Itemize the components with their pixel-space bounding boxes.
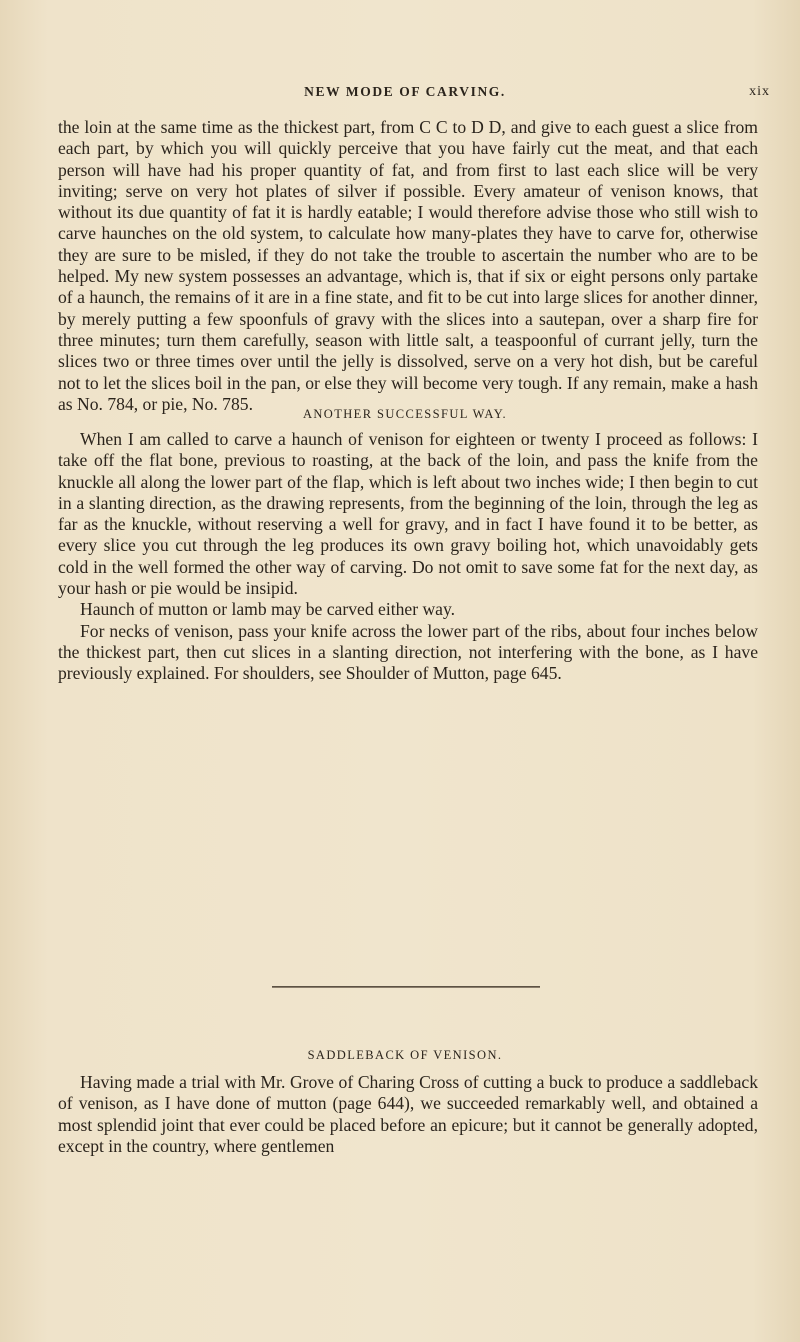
paragraph: Having made a trial with Mr. Grove of Charing Cross of cutting a buck to produce a saddleback of venison, as I have done of mutton (page 644), we succeeded remarkably well, and obtained a most splendid joint that ever could be placed before an epicure; but it cannot be generally adopted, except in the country, where gentlemen [58, 1072, 758, 1156]
paragraph: Haunch of mutton or lamb may be carved either way. [80, 599, 456, 620]
section-heading-saddleback: SADDLEBACK OF VENISON. [307, 1048, 503, 1062]
another-way-section [58, 429, 758, 685]
page-number: xix [749, 84, 770, 99]
saddleback-section [58, 1072, 758, 1157]
paragraph: When I am called to carve a haunch of venison for eighteen or twenty I proceed as follows: I take off the flat bone, previous to roasting, at the back of the loin, and pass the knife from the knuckle all along the lower part of the flap, which is left about two inches wide; I then begin to cut in a slanting direction, as the drawing represents, from the beginning of the loin, through the leg as far as the knuckle, without reserving a well for gravy, and in fact I have found it to be better, as every slice you cut through the leg produces its own gravy boiling hot, which unavoidably gets cold in the well formed the other way of carving. Do not omit to save some fat for the next day, as your hash or pie would be insipid. [58, 429, 758, 599]
running-head: NEW MODE OF CARVING. [304, 84, 506, 99]
page-header [40, 84, 770, 106]
paragraph: For necks of venison, pass your knife across the lower part of the ribs, about four inches below the thickest part, then cut slices in a slanting direction, not interfering with the bone, as I have previously explained. For shoulders, see Shoulder of Mutton, page 645. [58, 620, 758, 684]
intro-section [58, 117, 758, 415]
intro-paragraph: the loin at the same time as the thickest part, from C C to D D, and give to each guest a slice from each part, by which you will quickly perceive that you have fairly cut the meat, and that each person will have had his proper quantity of fat, and from first to last each slice will be very inviting; serve on very hot plates of silver if possible. Every amateur of venison knows, that without its due quantity of fat it is hardly eatable; I would therefore advise those who still wish to carve haunches on the old system, to calculate how many-plates they have to carve for, otherwise they are sure to be misled, if they do not take the trouble to ascertain the number who are to be helped. My new system possesses an advantage, which is, that if six or eight persons only partake of a haunch, the remains of it are in a fine state, and fit to be cut into large slices for another dinner, by merely putting a few spoonfuls of gravy with the slices into a sautepan, over a sharp fire for three minutes; turn them carefully, season with little salt, a teaspoonful of currant jelly, turn the slices two or three times over until the jelly is dissolved, serve on a very hot dish, but be careful not to let the slices boil in the pan, or else they will become very tough. If any remain, make a hash as No. 784, or pie, No. 785. [58, 117, 758, 414]
section-divider [272, 986, 540, 988]
section-heading-another-way: ANOTHER SUCCESSFUL WAY. [302, 407, 508, 421]
